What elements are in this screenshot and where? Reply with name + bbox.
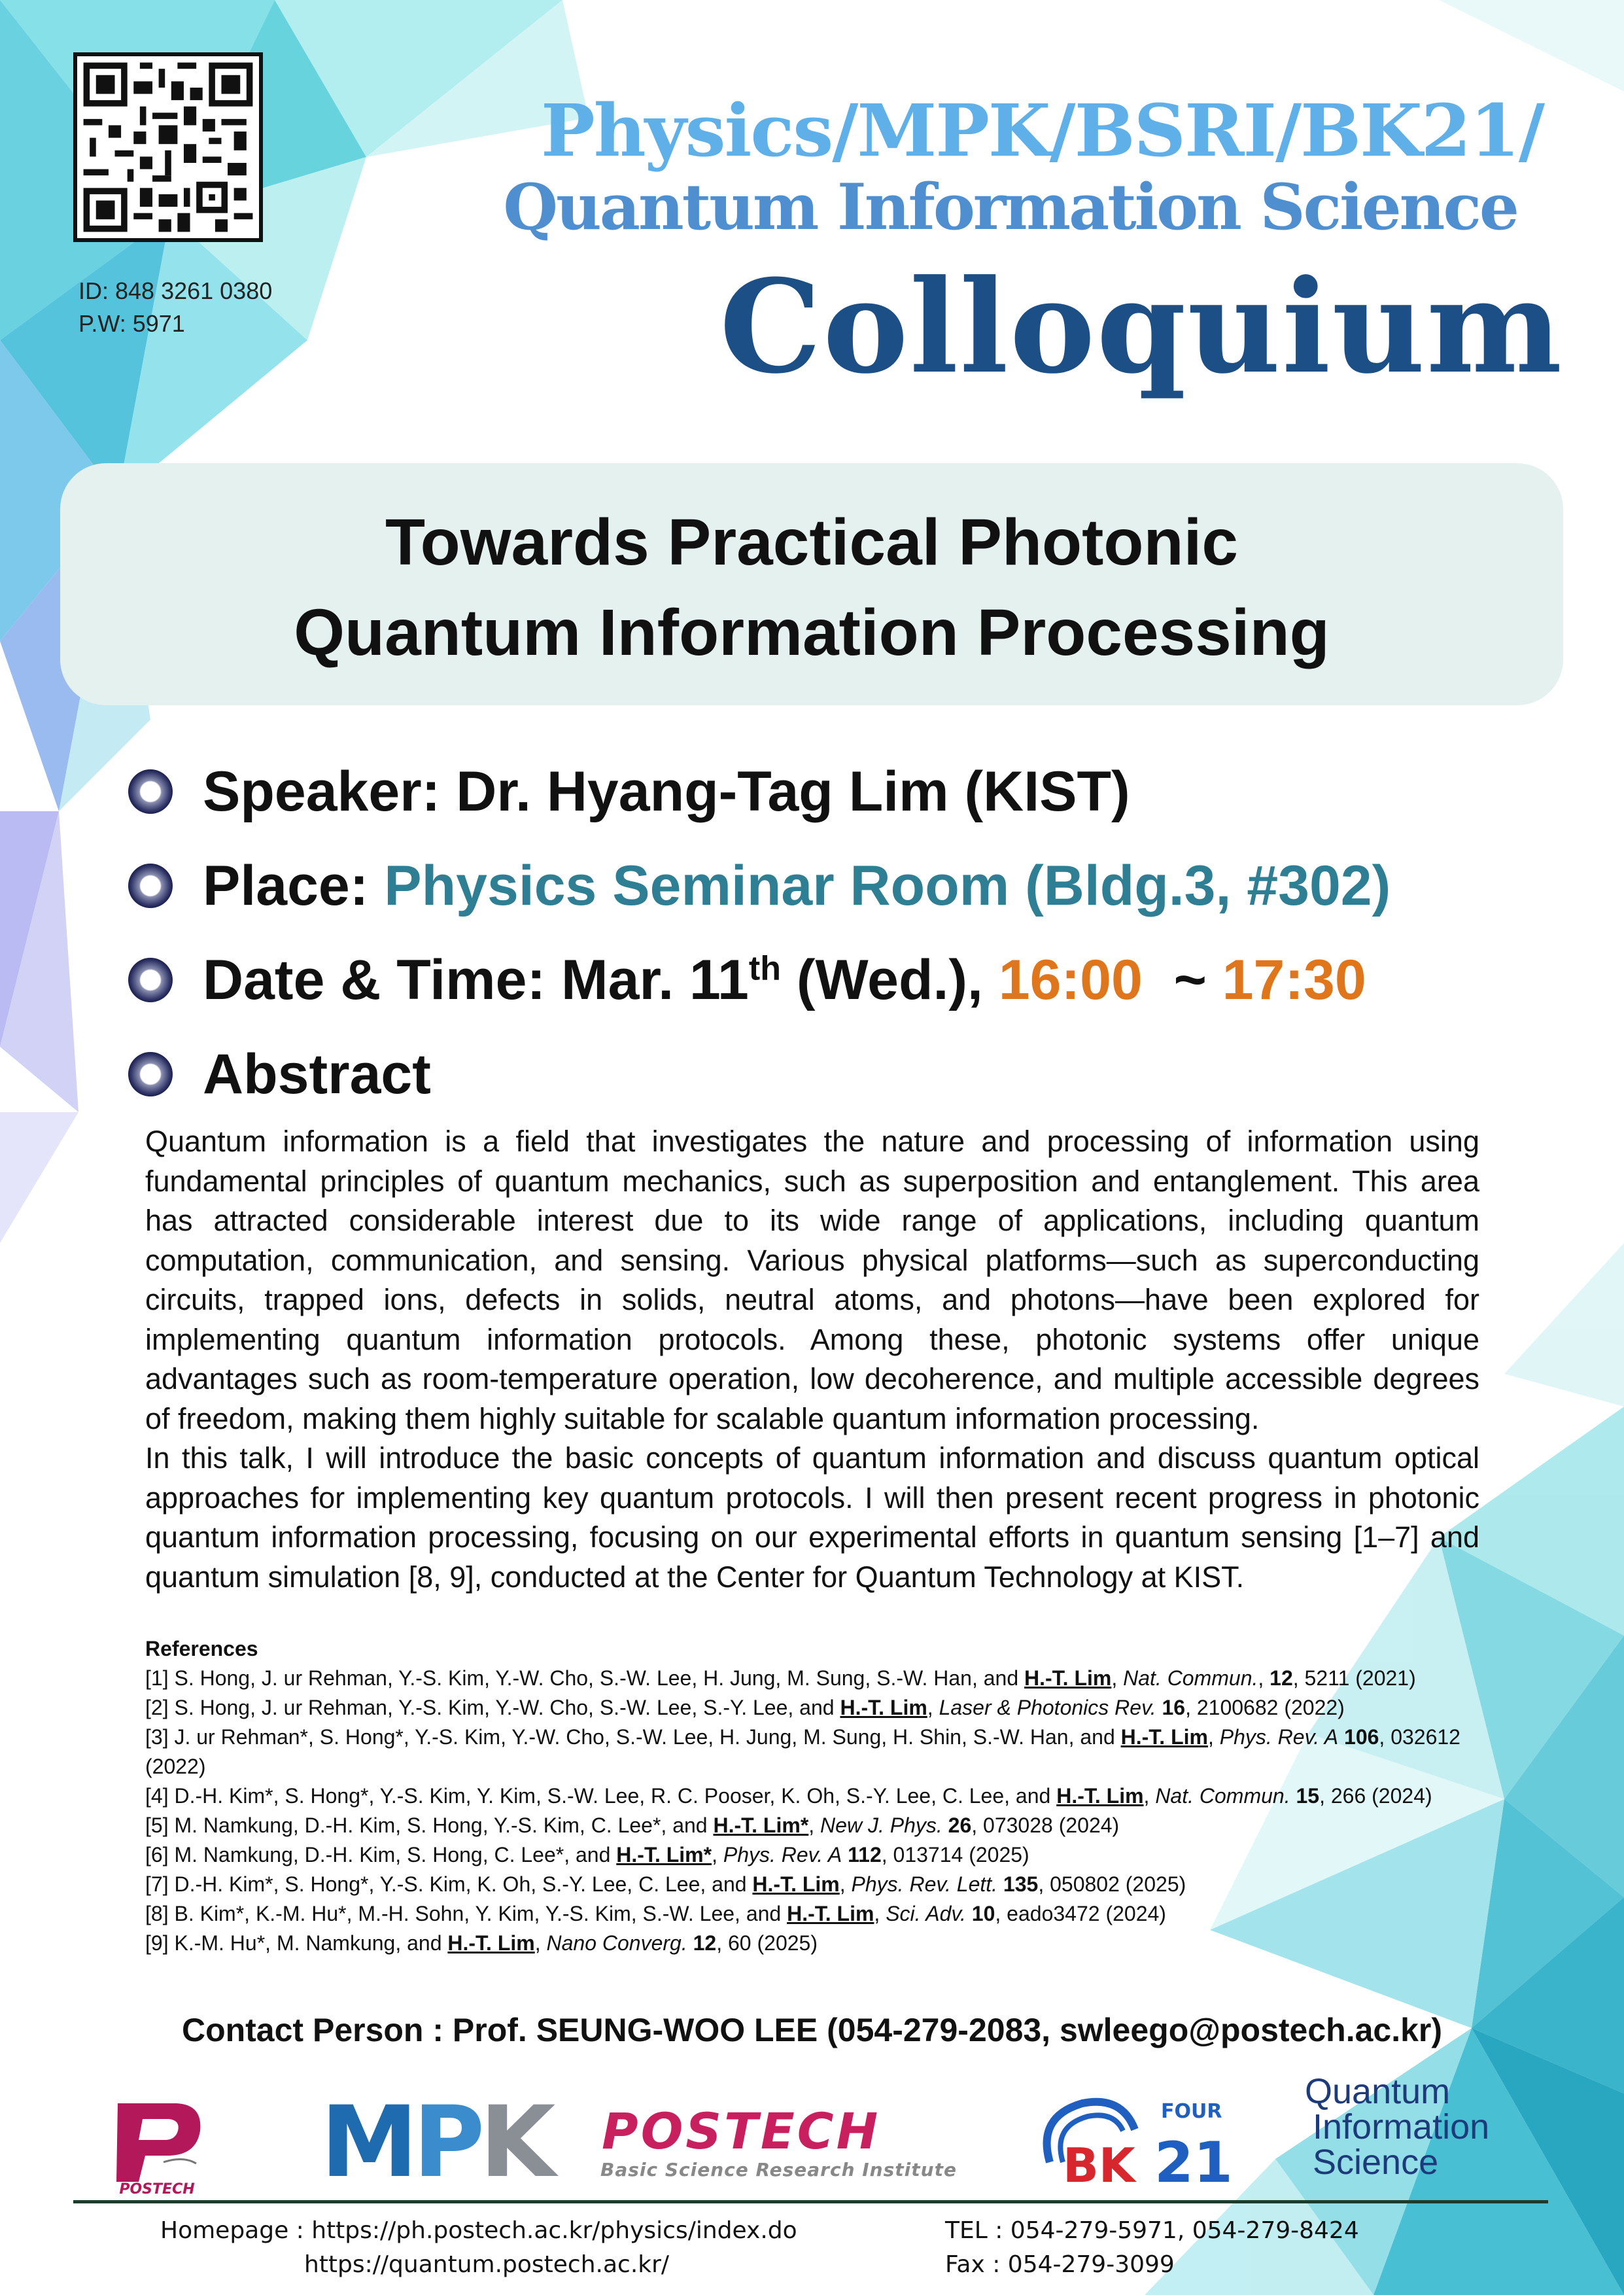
date-prefix: Date & Time: Mar. 11 [203,949,749,1011]
homepage-label: Homepage : [160,2217,312,2244]
reference-pages-year: , 073028 (2024) [971,1813,1120,1837]
postech-logo: POSTECH [602,2102,881,2160]
date-suffix: (Wed.), [780,949,999,1011]
bullet-icon [128,958,173,1002]
place-value: Physics Seminar Room (Bldg.3, #302) [384,854,1391,917]
abstract-heading: Abstract [203,1043,431,1106]
reference-volume: 15 [1296,1784,1320,1808]
colloquium-heading: Colloquium [719,252,1564,402]
place-label: Place: [203,854,385,917]
reference-separator: , [534,1931,547,1955]
qis-line-2: Information [1313,2107,1490,2146]
reference-journal: Phys. Rev. A [723,1843,842,1866]
reference-item [145,1899,1519,1929]
reference-journal: Nat. Commun. [1155,1784,1290,1808]
reference-item [145,1781,1519,1811]
reference-pages-year: , 032612 (2022) [145,1725,1460,1778]
reference-volume: 12 [693,1931,717,1955]
reference-pages-year: , 60 (2025) [716,1931,818,1955]
reference-authors: [2] S. Hong, J. ur Rehman, Y.-S. Kim, Y.-W. Cho, S.-W. Lee, S.-Y. Lee, and [145,1696,840,1719]
talk-title-line-2: Quantum Information Processing [294,596,1330,669]
reference-pages-year: , eado3472 (2024) [995,1902,1166,1925]
reference-pages-year: , 013714 (2025) [881,1843,1029,1866]
reference-journal: Nano Converg. [546,1931,687,1955]
mpk-logo [320,2086,551,2199]
reference-highlight-author: H.-T. Lim [1024,1666,1112,1690]
contact-person: Contact Person : Prof. SEUNG-WOO LEE (054-279-2083, swleego@postech.ac.kr) [181,2012,1443,2048]
reference-highlight-author: H.-T. Lim [840,1696,927,1719]
physics-postech-logo [105,2090,209,2198]
reference-authors: [8] B. Kim*, K.-M. Hu*, M.-H. Sohn, Y. Kim, Y.-S. Kim, S.-W. Lee, and [145,1902,787,1925]
reference-highlight-author: H.-T. Lim [1120,1725,1208,1749]
reference-authors: [4] D.-H. Kim*, S. Hong*, Y.-S. Kim, Y. Kim, S.-W. Lee, R. C. Pooser, K. Oh, S.-Y. Lee, C. Lee, and [145,1784,1057,1808]
reference-separator: , [1111,1666,1124,1690]
date-ordinal: th [748,949,781,988]
reference-separator: , [874,1902,886,1925]
time-start: 16:00 [998,949,1143,1011]
reference-item [145,1840,1519,1870]
references [145,1634,1519,1958]
mpk-letter-m: M [320,2086,413,2199]
reference-item [145,1929,1519,1958]
reference-item [145,1811,1519,1840]
reference-journal: Phys. Rev. Lett. [851,1872,998,1896]
reference-separator: , [839,1872,852,1896]
reference-authors: [9] K.-M. Hu*, M. Namkung, and [145,1931,448,1955]
bk21-four-logo [1037,2090,1233,2196]
reference-volume: 26 [948,1813,972,1837]
qis-logo [1305,2074,1489,2180]
time-separator: ~ [1142,949,1222,1011]
reference-journal: Sci. Adv. [886,1902,966,1925]
reference-journal: Phys. Rev. A [1219,1725,1339,1749]
reference-item [145,1870,1519,1899]
reference-item [145,1664,1519,1693]
datetime-line [203,944,1366,1016]
place-line [203,850,1391,922]
reference-highlight-author: H.-T. Lim* [713,1813,809,1837]
reference-item [145,1723,1519,1781]
reference-authors: [3] J. ur Rehman*, S. Hong*, Y.-S. Kim, Y.-W. Cho, S.-W. Lee, H. Jung, M. Sung, H. Shin, S.-W. Han, and [145,1725,1121,1749]
reference-separator: , [1143,1784,1156,1808]
homepage-row-1 [160,2215,797,2247]
reference-volume: 135 [1003,1872,1039,1896]
qr-code[interactable] [73,52,263,242]
bk-21-text: 21 [1154,2130,1233,2196]
reference-authors: [7] D.-H. Kim*, S. Hong*, Y.-S. Kim, K. Oh, S.-Y. Lee, C. Lee, and [145,1872,753,1896]
reference-separator: , [1207,1725,1220,1749]
reference-volume: 10 [971,1902,995,1925]
reference-highlight-author: H.-T. Lim [787,1902,874,1925]
bk-text: BK [1063,2138,1135,2193]
reference-item [145,1693,1519,1723]
reference-pages-year: , 2100682 (2022) [1185,1696,1345,1719]
zoom-password: P.W: 5971 [78,310,185,337]
qr-code-pattern [77,56,259,238]
bullet-icon [128,769,173,814]
telephone: TEL : 054-279-5971, 054-279-8424 [945,2217,1359,2244]
reference-volume: 12 [1270,1666,1293,1690]
reference-highlight-author: H.-T. Lim [447,1931,535,1955]
reference-separator [687,1931,693,1955]
speaker-line: Speaker: Dr. Hyang-Tag Lim (KIST) [203,760,1130,823]
footer-divider [73,2200,1548,2203]
zoom-id: ID: 848 3261 0380 [78,277,273,304]
reference-authors: [5] M. Namkung, D.-H. Kim, S. Hong, Y.-S. Kim, C. Lee*, and [145,1813,714,1837]
reference-highlight-author: H.-T. Lim [752,1872,840,1896]
reference-separator [997,1872,1003,1896]
reference-pages-year: , 5211 (2021) [1292,1666,1416,1690]
homepage-link-quantum[interactable]: https://quantum.postech.ac.kr/ [304,2251,670,2278]
abstract-paragraph-2: In this talk, I will introduce the basic concepts of quantum information and discuss quantum optical approaches for implementing key quantum protocols. I will then present recent progress in photonic quantum information processing, focusing on our experimental efforts in quantum sensing [1–7] and quantum simulation [8, 9], conducted at the Center for Quantum Technology at KIST. [145,1441,1479,1594]
reference-separator: , [1258,1666,1270,1690]
references-list [145,1664,1519,1958]
reference-volume: 16 [1162,1696,1186,1719]
mpk-letter-p: P [413,2086,480,2199]
bsri-subtitle: Basic Science Research Institute [600,2159,957,2181]
reference-pages-year: , 266 (2024) [1319,1784,1432,1808]
reference-journal: New J. Phys. [820,1813,942,1837]
reference-pages-year: , 050802 (2025) [1038,1872,1186,1896]
qis-line-3: Science [1313,2143,1439,2182]
bk-four-text: FOUR [1161,2100,1222,2123]
mpk-letter-k: K [479,2086,551,2199]
abstract-text [145,1122,1479,1597]
reference-authors: [1] S. Hong, J. ur Rehman, Y.-S. Kim, Y.-W. Cho, S.-W. Lee, H. Jung, M. Sung, S.-W. Han, and [145,1666,1024,1690]
reference-separator [842,1843,848,1866]
qis-line-1: Quantum [1305,2072,1451,2111]
reference-journal: Laser & Photonics Rev. [939,1696,1156,1719]
abstract-paragraph-1: Quantum information is a field that investigates the nature and processing of information using fundamental principles of quantum mechanics, such as superposition and entanglement. This area has attracted considerable interest due to its wide range of applications, including quantum computation, communication, and sensing. Various physical platforms—such as superconducting circuits, trapped ions, defects in solids, neutral atoms, and photons—have been explored for implementing quantum information protocols. Among these, photonic systems offer unique advantages such as room-temperature operation, low decoherence, and multiple accessible degrees of freedom, making them highly suitable for scalable quantum information processing. [145,1125,1479,1435]
references-heading: References [145,1637,258,1660]
bullet-icon [128,864,173,908]
reference-separator: , [808,1813,821,1837]
reference-journal: Nat. Commun. [1123,1666,1258,1690]
reference-highlight-author: H.-T. Lim* [616,1843,712,1866]
reference-highlight-author: H.-T. Lim [1056,1784,1144,1808]
fax: Fax : 054-279-3099 [945,2251,1175,2278]
time-end: 17:30 [1222,949,1366,1011]
reference-separator: , [712,1843,723,1866]
reference-volume: 106 [1344,1725,1379,1749]
reference-separator: , [927,1696,939,1719]
talk-title-line-1: Towards Practical Photonic [385,506,1238,579]
reference-separator [966,1902,972,1925]
physics-logo-text: POSTECH [119,2181,195,2198]
reference-separator [942,1813,948,1837]
header-line-2: Quantum Information Science [503,170,1517,244]
bullet-icon [128,1052,173,1096]
talk-title [60,497,1563,678]
reference-separator [1338,1725,1344,1749]
homepage-link-physics[interactable]: https://ph.postech.ac.kr/physics/index.do [311,2217,797,2244]
zoom-credentials [78,275,272,340]
header-line-1: Physics/MPK/BSRI/BK21/ [541,88,1544,173]
reference-volume: 112 [848,1843,882,1866]
reference-authors: [6] M. Namkung, D.-H. Kim, S. Hong, C. Lee*, and [145,1843,617,1866]
